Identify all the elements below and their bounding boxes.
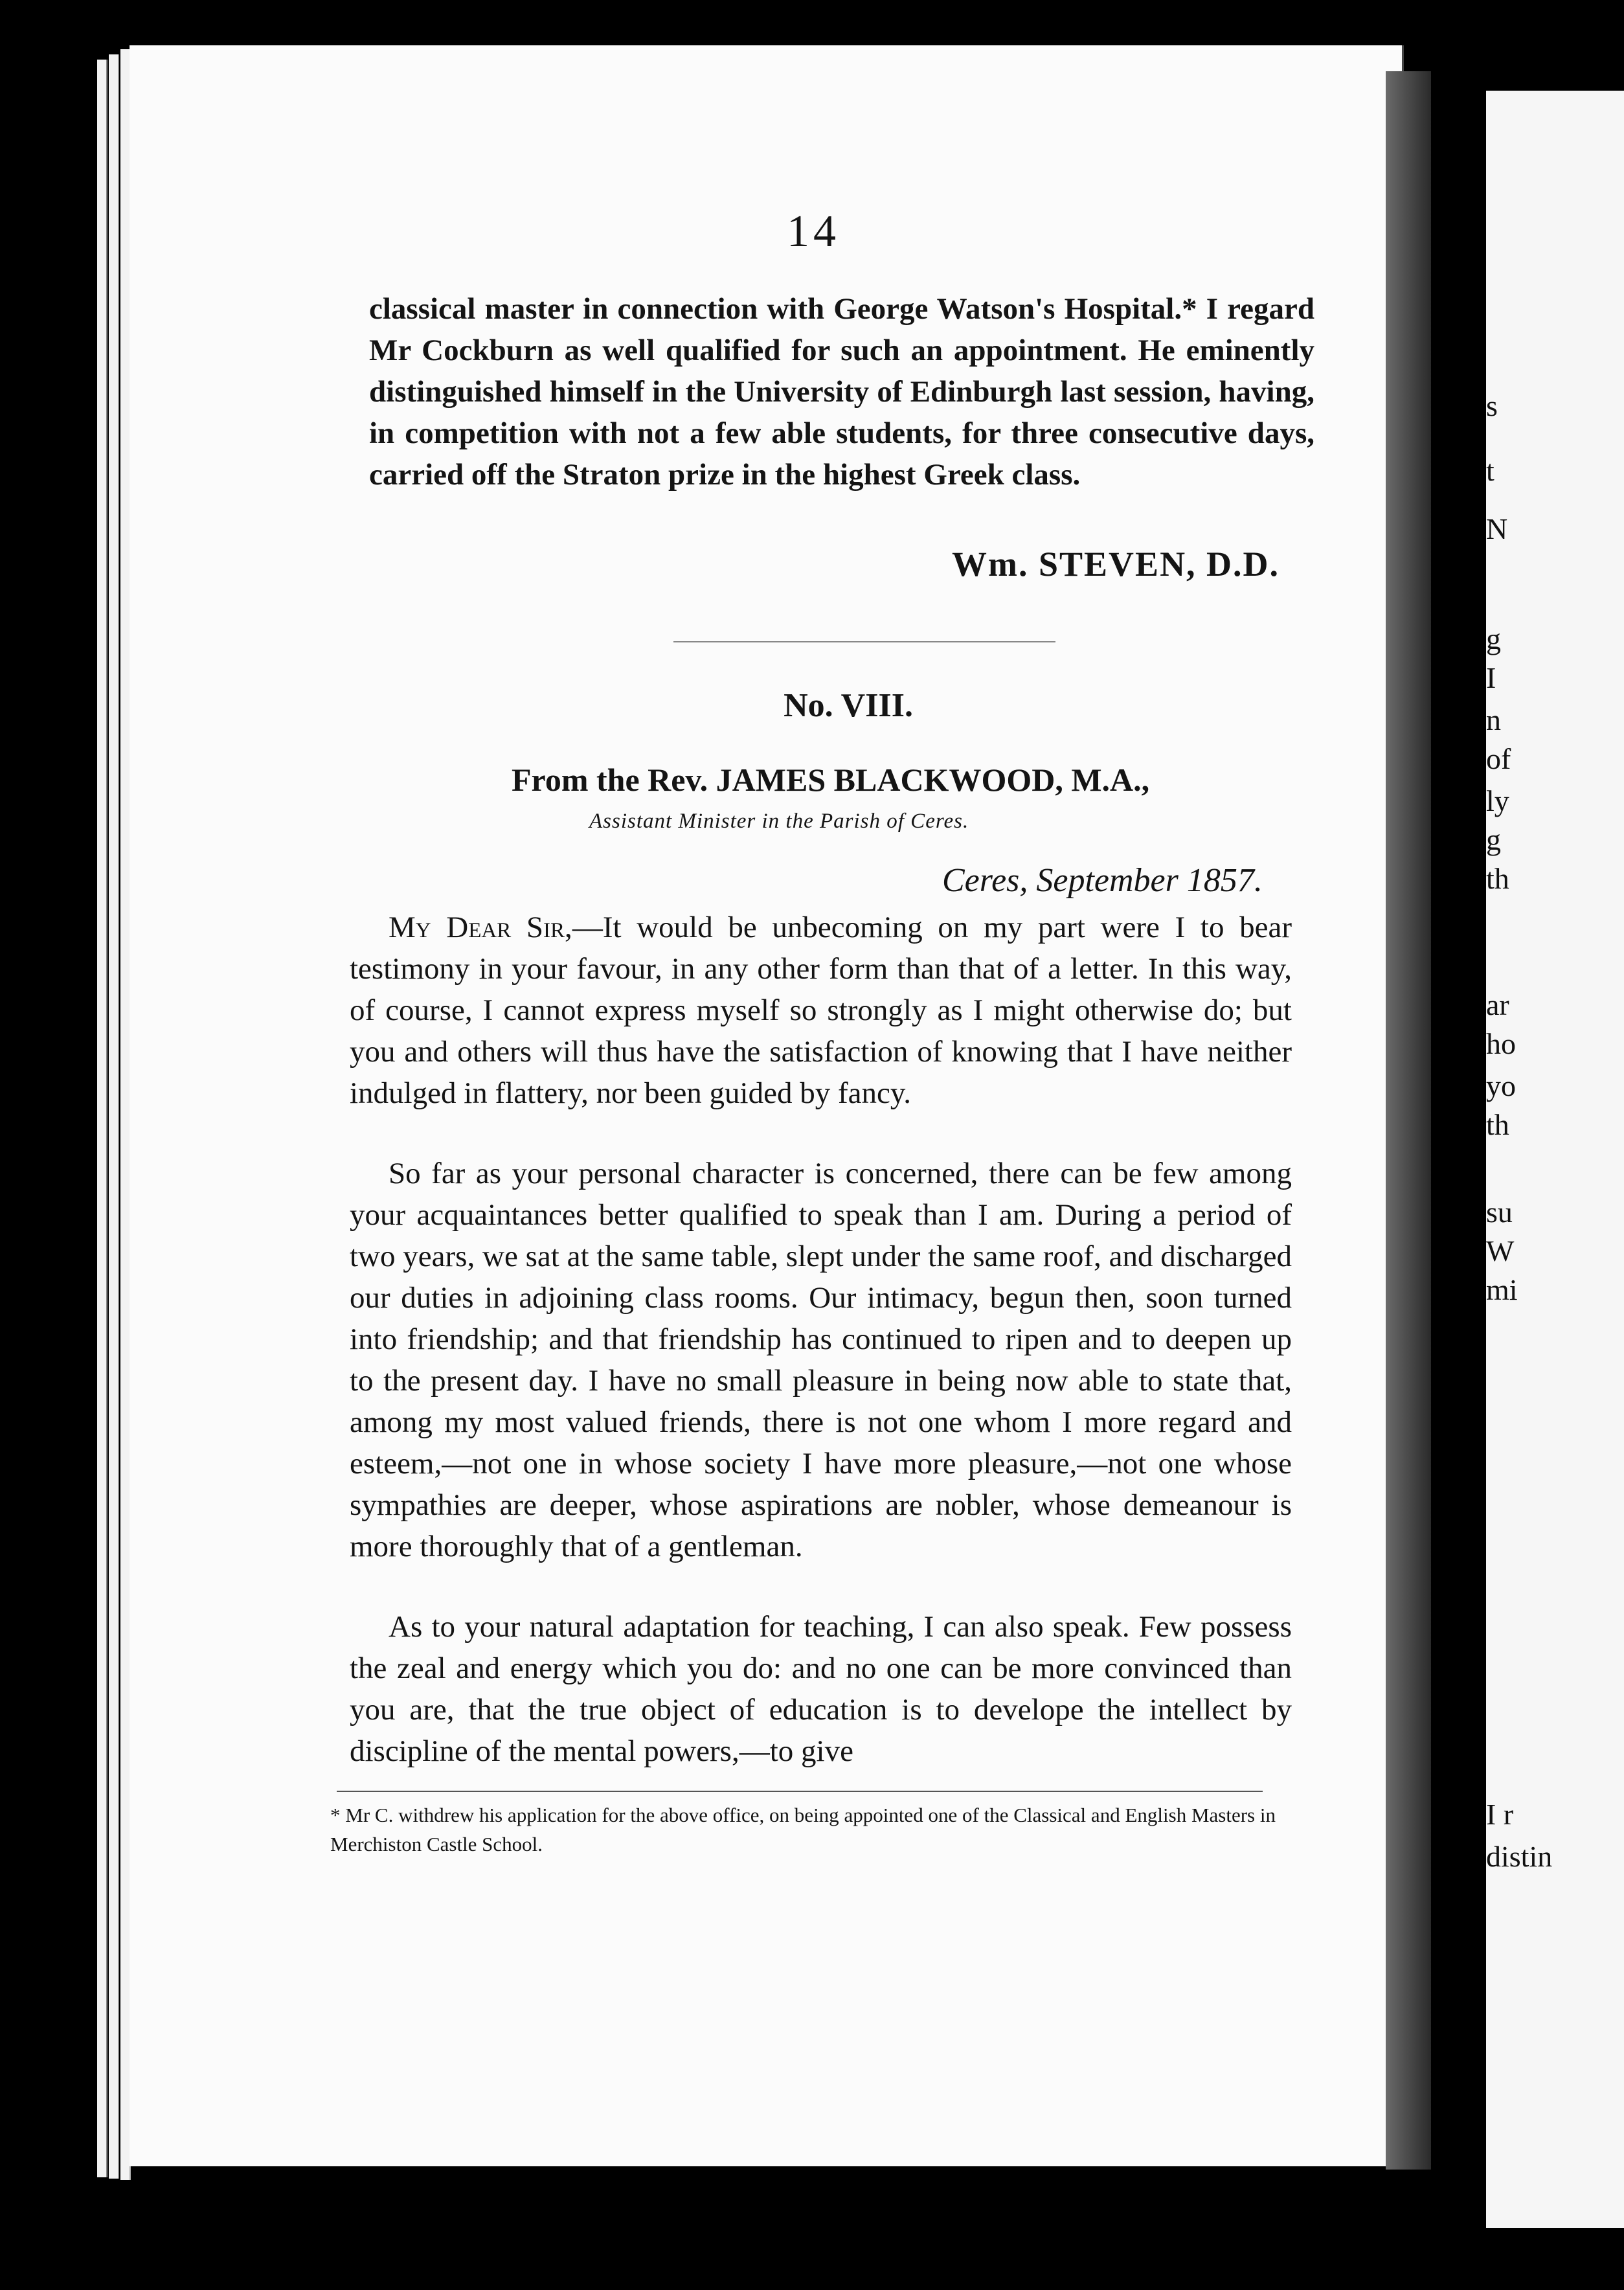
adjacent-page-fragment: ly [1486, 784, 1509, 817]
footnote-divider [337, 1791, 1263, 1792]
signature: Wm. STEVEN, D.D. [952, 545, 1280, 584]
letter-paragraph [350, 907, 1292, 1114]
adjacent-page-fragment: N [1486, 512, 1508, 545]
adjacent-page-fragment: W [1486, 1234, 1515, 1267]
adjacent-page-fragment: s [1486, 389, 1498, 422]
adjacent-page [1486, 91, 1624, 2228]
adjacent-page-fragment: ar [1486, 988, 1509, 1021]
adjacent-page-fragment: th [1486, 1108, 1509, 1141]
page-edge [97, 60, 107, 2177]
letter-dateline: Ceres, September 1857. [942, 862, 1263, 899]
letter-author: From the Rev. JAMES BLACKWOOD, M.A., [512, 762, 1150, 798]
continued-paragraph: classical master in connection with George Watson's Hospital.* I regard Mr Cockburn as well qualified for such an appointment. He eminently distinguished himself in the University of Edinburgh last session, having, in competition with not a few able students, for three consecutive days, carried off the Straton prize in the highest Greek class. [369, 292, 1314, 492]
author-title: Assistant Minister in the Parish of Ceres. [589, 810, 969, 833]
adjacent-page-fragment: g [1486, 823, 1501, 856]
letter-number: No. VIII. [784, 687, 913, 724]
letter-paragraph-text: —It would be unbecoming on my part were I to bear testimony in your favour, in any other form than that of a letter. In this way, of course, I cannot express myself so strongly as I might otherwise do; but you and others will thus have the satisfaction of knowing that I have neither indulged in flattery, nor been guided by fancy. [350, 911, 1292, 1110]
adjacent-page-fragment: t [1486, 454, 1494, 487]
page-edge [109, 54, 119, 2179]
adjacent-page-fragment: th [1486, 862, 1509, 895]
adjacent-page-fragment: su [1486, 1196, 1513, 1229]
page-number: 14 [787, 207, 840, 256]
page-gutter-shadow [1386, 71, 1431, 2170]
adjacent-page-fragment: ho [1486, 1027, 1516, 1060]
letter-paragraph: So far as your personal character is concerned, there can be few among your acquaintances better qualified to speak than I am. During a period of two years, we sat at the same table, slept under the same roof, and discharged our duties in adjoining class rooms. Our intimacy, begun then, soon turned into friendship; and that friendship has continued to ripen and to deepen up to the present day. I have no small pleasure in being now able to state that, among my most valued friends, there is not one whom I more regard and esteem,—not one in whose society I have more pleasure,—not one whose sympathies are deeper, whose aspirations are nobler, whose demeanour is more thoroughly that of a gentleman. [350, 1157, 1292, 1563]
footnote: * Mr C. withdrew his application for the above office, on being appointed one of the Classical and English Masters in Merchiston Castle School. [330, 1804, 1276, 1855]
adjacent-page-fragment: g [1486, 622, 1501, 655]
adjacent-page-fragment: of [1486, 742, 1511, 775]
salutation: My Dear Sir, [389, 911, 572, 944]
letter-paragraph: As to your natural adaptation for teaching, I can also speak. Few possess the zeal and energy which you do: and no one can be more convinced than you are, that the true object of education is to develope the intellect by discipline of the mental powers,—to give [350, 1610, 1292, 1768]
adjacent-page-fragment: yo [1486, 1069, 1516, 1102]
section-divider [673, 641, 1055, 642]
adjacent-page-fragment: I [1486, 661, 1496, 694]
adjacent-page-fragment: mi [1486, 1273, 1518, 1306]
adjacent-page-fragment: n [1486, 703, 1501, 736]
adjacent-page-fragment: I r [1486, 1798, 1514, 1831]
adjacent-page-fragment: distin [1486, 1840, 1553, 1873]
